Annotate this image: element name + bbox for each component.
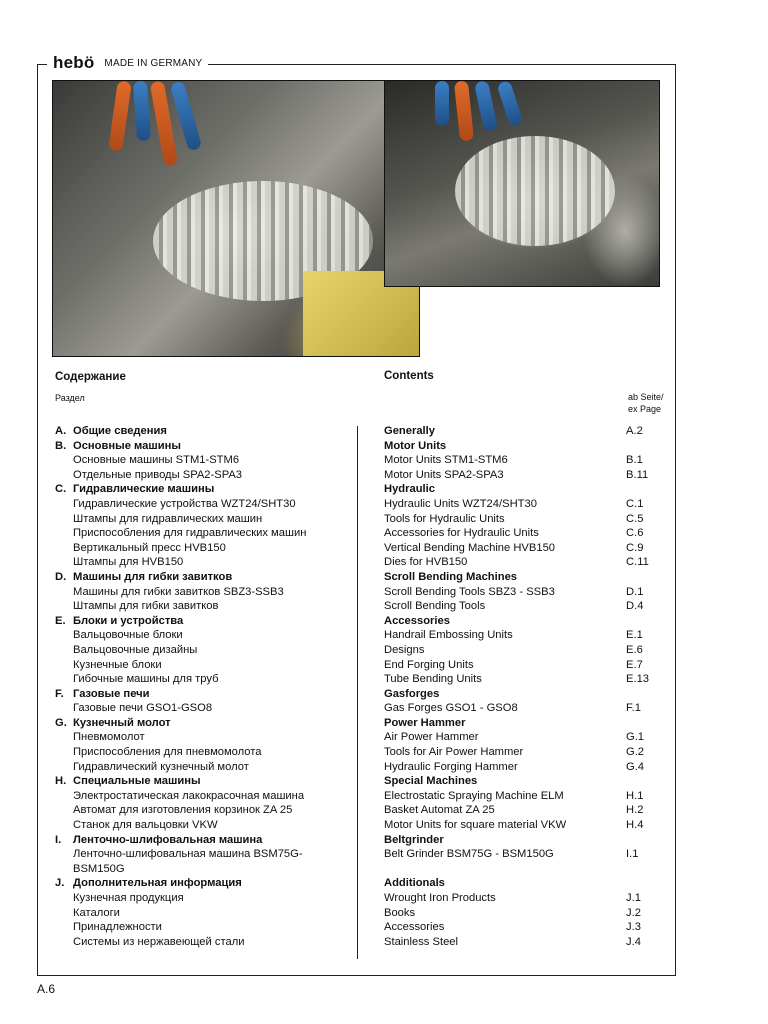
toc-russian-title: Станок для вальцовки VKW: [73, 819, 218, 832]
toc-page-ref: J.3: [626, 921, 641, 934]
toc-russian-title: Блоки и устройства: [73, 614, 184, 627]
page-column-label-2: ex Page: [628, 404, 662, 414]
brand-tagline: MADE IN GERMANY: [104, 57, 203, 69]
toc-english-title: Motor Units SPA2-SPA3: [384, 468, 504, 481]
toc-russian-title: Машины для гибки завитков SBZ3-SSB3: [73, 585, 284, 598]
coolant-nozzle: [496, 80, 523, 127]
toc-russian-title: Автомат для изготовления корзинок ZA 25: [73, 804, 293, 817]
toc-russian-title: Гибочные машины для труб: [73, 673, 219, 686]
toc-russian-title: Кузнечные блоки: [73, 658, 162, 671]
toc-letter: H.: [55, 775, 67, 788]
toc-entry-row: [0, 789, 768, 804]
toc-english-title: Motor Units: [384, 439, 447, 452]
toc-entry-row: [0, 760, 768, 775]
page-number: A.6: [37, 982, 56, 996]
toc-entry-row: [0, 818, 768, 833]
toc-page-ref: E.13: [626, 673, 650, 686]
toc-english-title: Scroll Bending Tools SBZ3 - SSB3: [384, 585, 555, 598]
toc-page-ref: B.11: [626, 468, 649, 481]
toc-entry-row: [0, 512, 768, 527]
toc-english-title: Gasforges: [384, 687, 440, 700]
toc-page-ref: J.1: [626, 892, 641, 904]
toc-russian-title: Общие сведения: [73, 425, 167, 437]
toc-entry-row: [0, 847, 768, 862]
toc-english-title: Scroll Bending Machines: [384, 570, 518, 583]
toc-english-title: Electrostatic Spraying Machine ELM: [384, 789, 564, 802]
toc-russian-title: Системы из нержавеющей стали: [73, 935, 245, 948]
toc-russian-title: Принадлежности: [73, 921, 162, 934]
toc-english-title: Accessories: [384, 614, 450, 627]
toc-page-ref: E.6: [626, 643, 643, 656]
toc-russian-title: Основные машины STM1-STM6: [73, 454, 240, 467]
toc-english-title: Wrought Iron Products: [384, 892, 496, 904]
toc-letter: E.: [55, 614, 66, 627]
toc-entry-row: [0, 891, 768, 906]
toc-russian-title: Основные машины: [73, 439, 181, 452]
toc-russian-title: Газовые печи: [73, 687, 150, 700]
coolant-nozzle: [170, 80, 203, 151]
toc-entry-row: [0, 541, 768, 556]
toc-section-row: [0, 774, 768, 789]
toc-entry-row: [0, 643, 768, 658]
toc-russian-title: Специальные машины: [73, 775, 201, 788]
toc-english-title: Accessories for Hydraulic Units: [384, 527, 539, 540]
coolant-nozzle: [133, 81, 151, 142]
toc-english-title: Belt Grinder BSM75G - BSM150G: [384, 848, 554, 861]
ru-contents-title: Содержание: [55, 371, 126, 383]
toc-english-title: Tube Bending Units: [384, 673, 482, 686]
toc-section-row: [0, 482, 768, 497]
toc-letter: D.: [55, 570, 67, 583]
toc-russian-title: Приспособления для пневмомолота: [73, 746, 262, 759]
toc-english-title: Motor Units for square material VKW: [384, 819, 567, 832]
toc-entry-row: [0, 555, 768, 570]
toc-page-ref: C.6: [626, 527, 644, 540]
brand-header: [47, 52, 208, 74]
toc-letter: G.: [55, 716, 67, 729]
toc-section-row: [0, 570, 768, 585]
toc-entry-row: [0, 745, 768, 760]
toc-russian-title: Вертикальный пресс HVB150: [73, 541, 226, 554]
toc-entry-row: [0, 468, 768, 483]
toc-page-ref: D.4: [626, 600, 644, 613]
toc-russian-title: Ленточно-шлифовальная машина: [73, 833, 263, 846]
toc-russian-title: Машины для гибки завитков: [73, 570, 233, 583]
toc-russian-title: Гидравлические устройства WZT24/SHT30: [73, 497, 296, 510]
machine-photo-left: [52, 80, 420, 357]
toc-letter: A.: [55, 425, 67, 437]
toc-page-ref: E.7: [626, 658, 643, 671]
toc-page-ref: B.1: [626, 454, 643, 467]
toc-russian-title: Электростатическая лакокрасочная машина: [73, 789, 305, 802]
toc-english-title: Vertical Bending Machine HVB150: [384, 541, 556, 554]
ru-section-label: Раздел: [55, 393, 85, 403]
toc-letter: I.: [55, 833, 62, 846]
toc-russian-title: Кузнечный молот: [73, 716, 171, 729]
toc-page-ref: J.4: [626, 935, 641, 948]
toc-entry-row: [0, 599, 768, 614]
toc-russian-title: Вальцовочные блоки: [73, 629, 183, 642]
toc-page-ref: F.1: [626, 702, 641, 715]
brand-logo: hebö: [53, 53, 95, 72]
toc-english-title: Additionals: [384, 877, 445, 890]
toc-letter: C.: [55, 483, 67, 496]
toc-english-title: Hydraulic Units WZT24/SHT30: [384, 497, 537, 510]
coolant-nozzle: [454, 80, 474, 141]
toc-russian-title: Штампы для гидравлических машин: [73, 512, 263, 525]
toc-russian-title: Гидравлический кузнечный молот: [73, 760, 249, 773]
toc-entry-row: [0, 526, 768, 541]
toc-english-title: Accessories: [384, 921, 445, 934]
toc-entry-row: [0, 453, 768, 468]
toc-page-ref: H.4: [626, 819, 644, 832]
coolant-nozzle: [474, 80, 498, 132]
toc-russian-title: Приспособления для гидравлических машин: [73, 527, 307, 540]
toc-page-ref: A.2: [626, 425, 643, 437]
toc-entry-row: [0, 658, 768, 673]
toc-russian-title: Кузнечная продукция: [73, 892, 184, 904]
toc-page-ref: C.1: [626, 497, 644, 510]
toc-english-title: Tools for Air Power Hammer: [384, 746, 524, 759]
toc-section-row: [0, 614, 768, 629]
toc-english-title: Designs: [384, 643, 425, 656]
toc-english-title: Dies for HVB150: [384, 556, 468, 569]
toc-section-row: [0, 687, 768, 702]
toc-english-title: Tools for Hydraulic Units: [384, 512, 505, 525]
toc-page-ref: C.11: [626, 556, 649, 569]
toc-letter: J.: [55, 877, 65, 890]
toc-page-ref: H.2: [626, 804, 644, 817]
toc-entry-row: [0, 803, 768, 818]
toc-english-title: Beltgrinder: [384, 833, 444, 846]
toc-section-row: [0, 716, 768, 731]
toc-entry-row: [0, 628, 768, 643]
toc-english-title: Hydraulic Forging Hammer: [384, 760, 518, 773]
toc-page-ref: G.1: [626, 731, 645, 744]
toc-page-ref: G.2: [626, 746, 645, 759]
toc-russian-title: Ленточно-шлифовальная машина BSM75G-: [73, 848, 303, 861]
toc-section-row: [0, 439, 768, 454]
en-contents-title: Contents: [384, 370, 434, 382]
toc-english-title: Stainless Steel: [384, 935, 459, 948]
toc-russian-title: Гидравлические машины: [73, 483, 215, 496]
toc-entry-row: [0, 935, 768, 950]
toc-russian-title: Вальцовочные дизайны: [73, 643, 198, 656]
toc-letter: B.: [55, 439, 67, 452]
toc-entry-row: [0, 730, 768, 745]
toc-russian-title: BSM150G: [73, 862, 125, 875]
toc-russian-title: Газовые печи GSO1-GSO8: [73, 702, 213, 715]
toc-page-ref: G.4: [626, 760, 645, 773]
toc-entry-row: [0, 862, 768, 877]
table-of-contents: [0, 424, 768, 949]
toc-entry-row: [0, 585, 768, 600]
toc-entry-row: [0, 497, 768, 512]
toc-page-ref: H.1: [626, 789, 644, 802]
toc-page-ref: C.9: [626, 541, 644, 554]
toc-english-title: Scroll Bending Tools: [384, 600, 486, 613]
toc-section-row: [0, 424, 768, 439]
toc-english-title: Basket Automat ZA 25: [384, 804, 495, 817]
page-column-label-1: ab Seite/: [628, 392, 664, 402]
toc-english-title: Power Hammer: [384, 716, 466, 729]
toc-section-row: [0, 876, 768, 891]
toc-entry-row: [0, 701, 768, 716]
toc-english-title: Air Power Hammer: [384, 731, 479, 744]
toc-page-ref: C.5: [626, 512, 644, 525]
coolant-nozzle: [435, 81, 449, 126]
toc-section-row: [0, 833, 768, 848]
toc-english-title: Motor Units STM1-STM6: [384, 454, 508, 467]
toc-english-title: End Forging Units: [384, 658, 474, 671]
embossing-drum: [455, 136, 615, 246]
toc-english-title: Hydraulic: [384, 483, 435, 496]
toc-russian-title: Штампы для гибки завитков: [73, 600, 219, 613]
toc-english-title: Generally: [384, 425, 435, 437]
toc-entry-row: [0, 672, 768, 687]
machine-photo-right: [384, 80, 660, 287]
toc-russian-title: Пневмомолот: [73, 731, 145, 744]
toc-russian-title: Штампы для HVB150: [73, 556, 184, 569]
toc-letter: F.: [55, 687, 64, 700]
toc-english-title: Handrail Embossing Units: [384, 629, 513, 642]
toc-entry-row: [0, 906, 768, 921]
toc-english-title: Gas Forges GSO1 - GSO8: [384, 702, 518, 715]
toc-english-title: Books: [384, 906, 416, 919]
coolant-nozzle: [108, 80, 132, 151]
toc-page-ref: J.2: [626, 906, 641, 919]
toc-russian-title: Отдельные приводы SPA2-SPA3: [73, 468, 243, 481]
toc-entry-row: [0, 920, 768, 935]
toc-russian-title: Дополнительная информация: [73, 877, 242, 890]
toc-page-ref: I.1: [626, 848, 639, 861]
toc-english-title: Special Machines: [384, 775, 478, 788]
toc-page-ref: D.1: [626, 585, 644, 598]
toc-page-ref: E.1: [626, 629, 643, 642]
toc-russian-title: Каталоги: [73, 906, 120, 919]
